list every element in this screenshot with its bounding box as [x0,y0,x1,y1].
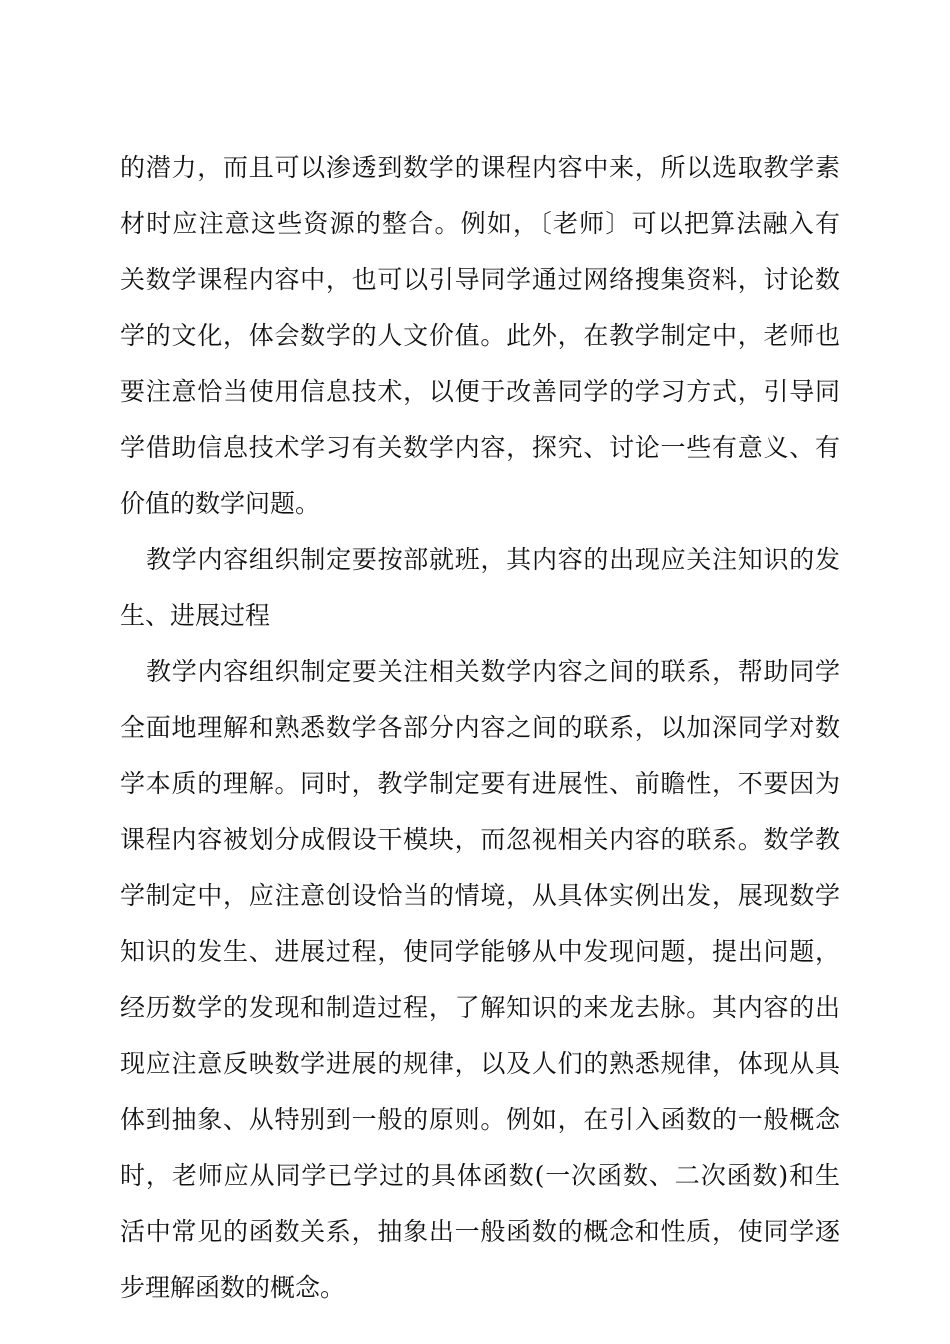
text-line: 学的文化，体会数学的人文价值。此外，在教学制定中，老师也 [120,321,840,350]
text-line: 学借助信息技术学习有关数学内容，探究、讨论一些有意义、有 [120,433,840,462]
text-line: 经历数学的发现和制造过程，了解知识的来龙去脉。其内容的出 [120,993,840,1022]
text-line: 时，老师应从同学已学过的具体函数(一次函数、二次函数)和生 [120,1161,840,1190]
text-line: 学制定中，应注意创设恰当的情境，从具体实例出发，展现数学 [120,881,840,910]
text-line: 材时应注意这些资源的整合。例如，〔老师〕可以把算法融入有 [120,209,840,238]
text-line: 全面地理解和熟悉数学各部分内容之间的联系，以加深同学对数 [120,713,840,742]
text-line: 知识的发生、进展过程，使同学能够从中发现问题，提出问题， [120,937,840,966]
text-line: 学本质的理解。同时，教学制定要有进展性、前瞻性，不要因为 [120,769,840,798]
text-line: 课程内容被划分成假设干模块，而忽视相关内容的联系。数学教 [120,825,840,854]
text-line: 生、进展过程 [120,601,271,630]
text-line: 现应注意反映数学进展的规律，以及人们的熟悉规律，体现从具 [120,1049,840,1078]
text-line: 关数学课程内容中，也可以引导同学通过网络搜集资料，讨论数 [120,265,840,294]
text-line: 价值的数学问题。 [120,489,321,518]
text-line: 活中常见的函数关系，抽象出一般函数的概念和性质，使同学逐 [120,1217,840,1246]
text-line: 的潜力，而且可以渗透到数学的课程内容中来，所以选取教学素 [120,153,840,182]
text-line: 步理解函数的概念。 [120,1273,346,1302]
text-line: 教学内容组织制定要按部就班，其内容的出现应关注知识的发 [146,545,840,574]
text-line: 要注意恰当使用信息技术，以便于改善同学的学习方式，引导同 [120,377,840,406]
text-line: 教学内容组织制定要关注相关数学内容之间的联系，帮助同学 [146,657,840,686]
text-line: 体到抽象、从特别到一般的原则。例如，在引入函数的一般概念 [120,1105,840,1134]
